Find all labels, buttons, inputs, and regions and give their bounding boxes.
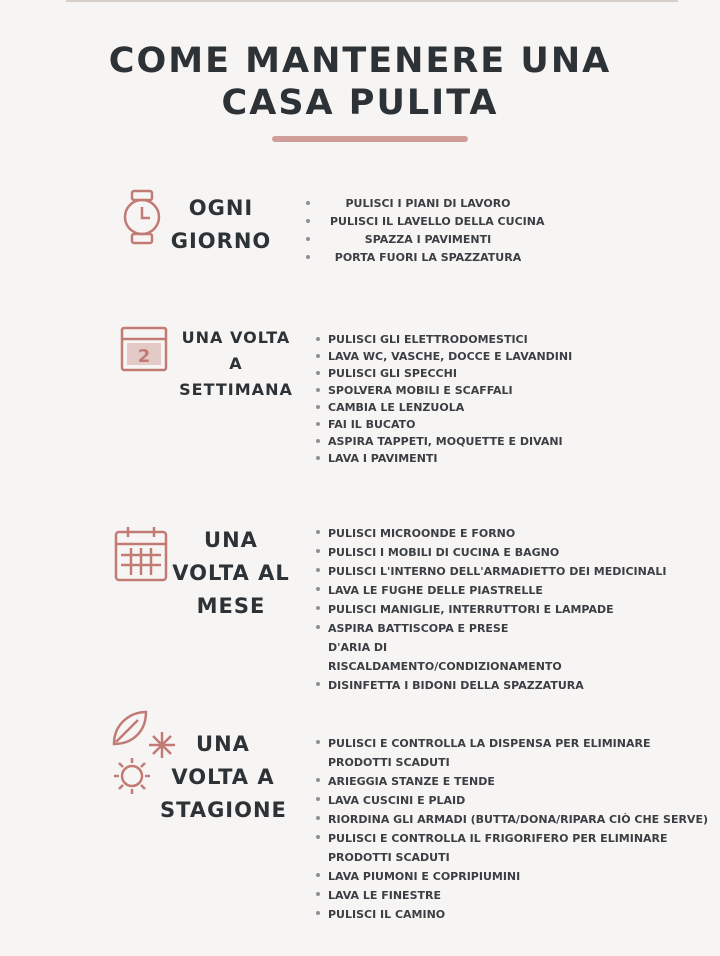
task-item: PULISCI E CONTROLLA IL FRIGORIFERO PER ELIMINARE PRODOTTI SCADUTI [314,829,678,867]
task-item: ARIEGGIA STANZE E TENDE [314,772,708,791]
task-item: LAVA LE FUGHE DELLE PIASTRELLE [314,581,666,600]
section-label-daily: OGNI GIORNO [170,196,272,253]
task-list-weekly [314,331,572,467]
task-list-monthly [314,524,666,695]
task-item: SPAZZA I PAVIMENTI [330,231,526,249]
task-item: LAVA WC, VASCHE, DOCCE E LAVANDINI [314,348,572,365]
task-item: PULISCI GLI SPECCHI [314,365,572,382]
task-item: PULISCI IL LAVELLO DELLA CUCINA [330,213,526,231]
task-item: PULISCI IL CAMINO [314,905,708,924]
task-item: PULISCI MICROONDE E FORNO [314,524,666,543]
task-item: DISINFETTA I BIDONI DELLA SPAZZATURA [314,676,666,695]
task-item: PULISCI I PIANI DI LAVORO [330,195,526,213]
task-item: LAVA PIUMONI E COPRIPIUMINI [314,867,708,886]
task-item: FAI IL BUCATO [314,416,572,433]
task-item: PULISCI MANIGLIE, INTERRUTTORI E LAMPADE [314,600,666,619]
svg-text:2: 2 [137,346,151,367]
task-item: ASPIRA BATTISCOPA E PRESE D'ARIA DI RISCALDAMENTO/CONDIZIONAMENTO [314,619,538,676]
section-label-seasonal: UNA VOLTA A STAGIONE [160,732,287,822]
title-underline [272,136,468,142]
section-label-monthly: UNA VOLTA AL MESE [172,528,290,618]
task-item: CAMBIA LE LENZUOLA [314,399,572,416]
task-list-seasonal [314,734,708,924]
section-label-weekly: UNA VOLTA A SETTIMANA [179,328,293,399]
task-list-daily [330,195,545,267]
clock-icon [120,188,164,246]
task-item: PORTA FUORI LA SPAZZATURA [330,249,526,267]
task-item: PULISCI GLI ELETTRODOMESTICI [314,331,572,348]
task-item: LAVA LE FINESTRE [314,886,708,905]
task-item: PULISCI E CONTROLLA LA DISPENSA PER ELIMINARE PRODOTTI SCADUTI [314,734,674,772]
task-item: ASPIRA TAPPETI, MOQUETTE E DIVANI [314,433,572,450]
page-title: COME MANTENERE UNA CASA PULITA [108,41,612,123]
task-item: RIORDINA GLI ARMADI (BUTTA/DONA/RIPARA CIÒ CHE SERVE) [314,810,708,829]
task-item: LAVA I PAVIMENTI [314,450,572,467]
task-item: LAVA CUSCINI E PLAID [314,791,708,810]
task-item: PULISCI I MOBILI DI CUCINA E BAGNO [314,543,666,562]
task-item: SPOLVERA MOBILI E SCAFFALI [314,382,572,399]
task-item: PULISCI L'INTERNO DELL'ARMADIETTO DEI MEDICINALI [314,562,666,581]
monthly-calendar-icon [113,525,169,583]
calendar-icon [119,324,169,374]
top-divider [66,0,678,2]
